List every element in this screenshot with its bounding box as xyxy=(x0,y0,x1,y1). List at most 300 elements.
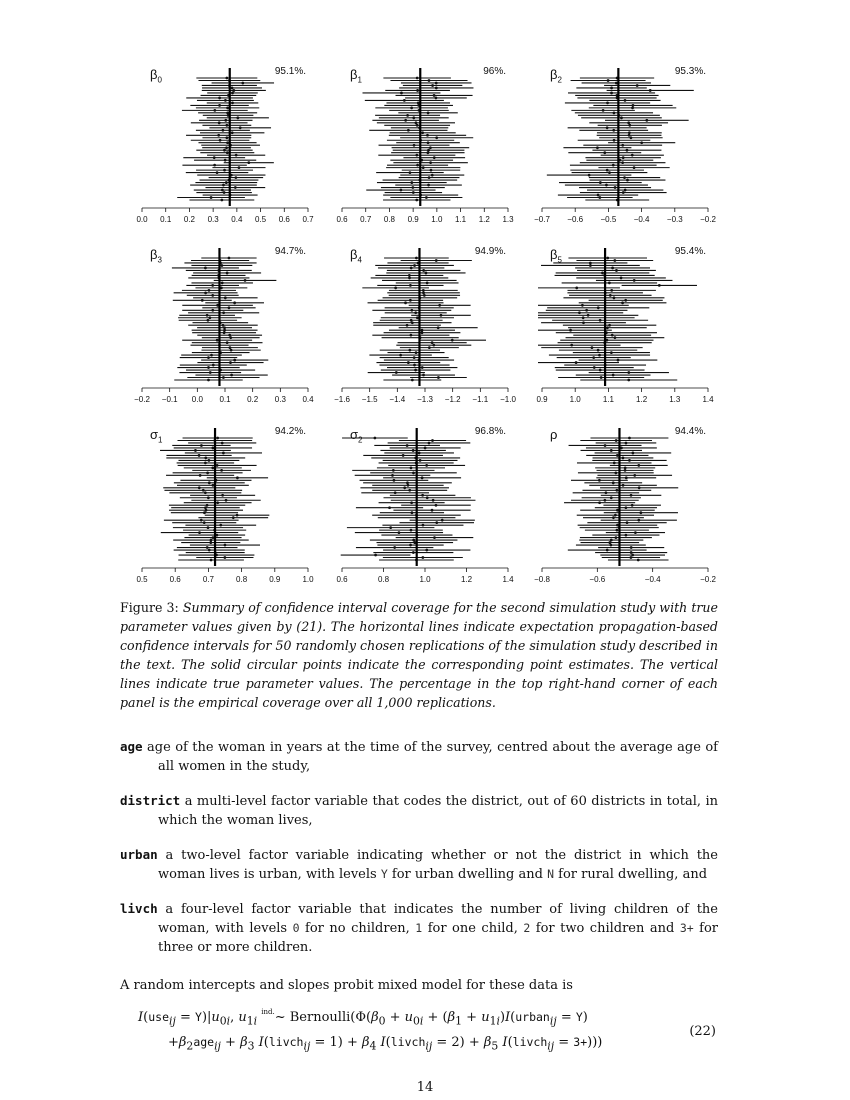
point-estimate xyxy=(211,284,214,287)
tick-label: 0.4 xyxy=(231,215,243,224)
point-estimate xyxy=(612,374,615,377)
point-estimate xyxy=(208,289,211,292)
variable-description: for three or more children. xyxy=(158,921,719,955)
point-estimate xyxy=(598,196,601,199)
point-estimate xyxy=(610,92,613,95)
point-estimate xyxy=(244,279,247,282)
point-estimate xyxy=(415,257,418,260)
tick-label: 0.7 xyxy=(302,215,314,224)
point-estimate xyxy=(222,184,225,187)
point-estimate xyxy=(226,141,229,144)
point-estimate xyxy=(427,184,430,187)
point-estimate xyxy=(599,181,602,184)
variable-description: a two-level factor variable indicating whether or not the district in which the woman lives is urban, with levels xyxy=(158,848,718,882)
point-estimate xyxy=(203,511,206,514)
point-estimate xyxy=(627,121,630,124)
point-estimate xyxy=(412,449,415,452)
point-estimate xyxy=(621,301,624,304)
tick-label: −1.0 xyxy=(500,395,516,404)
point-estimate xyxy=(223,331,226,334)
level-code: 0 xyxy=(292,921,300,935)
point-estimate xyxy=(658,284,661,287)
point-estimate xyxy=(599,319,602,322)
point-estimate xyxy=(207,526,210,529)
tick-label: 0.0 xyxy=(191,395,203,404)
point-estimate xyxy=(637,559,640,562)
point-estimate xyxy=(238,166,241,169)
variable-description: a four-level factor variable that indicates the number of living children of the woman, with levels xyxy=(158,902,718,936)
coverage-percent: 94.4%. xyxy=(674,426,706,437)
point-estimate xyxy=(600,376,603,379)
point-estimate xyxy=(578,311,581,314)
point-estimate xyxy=(433,156,436,159)
level-code: 1 xyxy=(415,921,423,935)
panel-label: ρ xyxy=(550,427,558,442)
point-estimate xyxy=(416,316,419,319)
point-estimate xyxy=(225,146,228,149)
point-estimate xyxy=(587,314,590,317)
point-estimate xyxy=(202,489,205,492)
tick-label: 0.4 xyxy=(302,395,314,404)
point-estimate xyxy=(241,82,244,85)
point-estimate xyxy=(610,539,613,542)
point-estimate xyxy=(631,452,634,455)
point-estimate xyxy=(218,121,221,124)
point-estimate xyxy=(219,139,222,142)
point-estimate xyxy=(431,174,434,177)
tick-label: −0.7 xyxy=(534,215,550,224)
tick-label: 1.0 xyxy=(302,575,314,584)
point-estimate xyxy=(645,119,648,122)
point-estimate xyxy=(426,151,429,154)
point-estimate xyxy=(210,559,213,562)
panel-label: $\beta_3$ xyxy=(150,247,162,265)
point-estimate xyxy=(631,154,634,157)
tick-label: 0.8 xyxy=(377,575,390,584)
point-estimate xyxy=(413,364,416,367)
point-estimate xyxy=(626,521,629,524)
point-estimate xyxy=(228,334,231,337)
point-estimate xyxy=(418,452,421,455)
point-estimate xyxy=(575,361,578,364)
list-item-district xyxy=(120,791,718,830)
point-estimate xyxy=(630,136,633,139)
figure-3 xyxy=(120,50,720,590)
point-estimate xyxy=(426,134,429,137)
point-estimate xyxy=(225,77,228,80)
list-item-livch xyxy=(120,899,718,957)
tick-label: 1.0 xyxy=(419,575,431,584)
point-estimate xyxy=(598,354,601,357)
point-estimate xyxy=(610,449,613,452)
point-estimate xyxy=(226,341,229,344)
point-estimate xyxy=(231,92,234,95)
point-estimate xyxy=(435,87,438,90)
point-estimate xyxy=(431,509,434,512)
coverage-percent: 94.2%. xyxy=(274,426,306,437)
point-estimate xyxy=(429,161,432,164)
point-estimate xyxy=(228,257,231,260)
point-estimate xyxy=(403,486,406,489)
point-estimate xyxy=(230,349,233,352)
point-estimate xyxy=(597,306,600,309)
point-estimate xyxy=(216,437,219,440)
point-estimate xyxy=(198,454,201,457)
point-estimate xyxy=(616,529,619,532)
point-estimate xyxy=(422,524,425,527)
point-estimate xyxy=(220,264,223,267)
point-estimate xyxy=(411,186,414,189)
point-estimate xyxy=(612,516,615,519)
point-estimate xyxy=(633,279,636,282)
point-estimate xyxy=(223,149,226,152)
point-estimate xyxy=(435,97,438,100)
point-estimate xyxy=(400,92,403,95)
point-estimate xyxy=(598,479,601,482)
point-estimate xyxy=(233,301,236,304)
point-estimate xyxy=(630,551,633,554)
point-estimate xyxy=(603,499,606,502)
point-estimate xyxy=(428,176,431,179)
point-estimate xyxy=(200,519,203,522)
point-estimate xyxy=(609,544,612,547)
point-estimate xyxy=(631,106,634,109)
equation-22 xyxy=(138,1010,728,1070)
equation-number: (22) xyxy=(689,1024,716,1039)
point-estimate xyxy=(630,494,633,497)
point-estimate xyxy=(617,359,620,362)
point-estimate xyxy=(395,371,398,374)
tick-label: −1.2 xyxy=(444,395,461,404)
coverage-percent: 95.4%. xyxy=(674,246,706,257)
tick-label: 1.2 xyxy=(478,215,490,224)
tick-label: 1.4 xyxy=(702,395,714,404)
point-estimate xyxy=(410,309,413,312)
variable-list xyxy=(120,737,718,972)
tick-label: 1.3 xyxy=(502,215,514,224)
point-estimate xyxy=(391,474,394,477)
point-estimate xyxy=(610,87,613,90)
point-estimate xyxy=(394,286,397,289)
point-estimate xyxy=(236,514,239,517)
point-estimate xyxy=(224,296,227,299)
point-estimate xyxy=(222,324,225,327)
point-estimate xyxy=(615,536,618,539)
panel-beta4 xyxy=(320,230,520,410)
list-item-urban xyxy=(120,845,718,884)
point-estimate xyxy=(603,151,606,154)
tick-label: 0.6 xyxy=(336,215,348,224)
point-estimate xyxy=(422,269,425,272)
point-estimate xyxy=(413,264,416,267)
point-estimate xyxy=(605,491,608,494)
point-estimate xyxy=(211,294,214,297)
point-estimate xyxy=(226,272,229,275)
point-estimate xyxy=(606,326,609,329)
panel-label: $\beta_1$ xyxy=(350,67,362,85)
point-estimate xyxy=(225,181,228,184)
point-estimate xyxy=(431,84,434,87)
point-estimate xyxy=(614,471,617,474)
point-estimate xyxy=(421,331,424,334)
point-estimate xyxy=(435,504,438,507)
point-estimate xyxy=(612,481,615,484)
tick-label: 0.5 xyxy=(136,575,148,584)
point-estimate xyxy=(451,339,454,342)
point-estimate xyxy=(409,334,412,337)
point-estimate xyxy=(611,267,614,270)
point-estimate xyxy=(235,154,238,157)
point-estimate xyxy=(424,447,427,450)
point-estimate xyxy=(389,526,392,529)
point-estimate xyxy=(403,99,406,102)
point-estimate xyxy=(393,479,396,482)
point-estimate xyxy=(208,459,211,462)
point-estimate xyxy=(203,521,206,524)
point-estimate xyxy=(229,361,232,364)
point-estimate xyxy=(408,277,411,280)
level-code: Y xyxy=(380,867,388,881)
variable-description: a multi-level factor variable that codes the district, out of 60 districts in total, in which the woman lives, xyxy=(158,794,718,828)
point-estimate xyxy=(640,141,643,144)
point-estimate xyxy=(633,474,636,477)
point-estimate xyxy=(622,156,625,159)
point-estimate xyxy=(204,461,207,464)
ind-label: ind. xyxy=(261,1008,275,1016)
variable-name: livch xyxy=(120,901,158,916)
point-estimate xyxy=(596,146,599,149)
tick-label: 0.0 xyxy=(136,215,148,224)
tick-label: −1.6 xyxy=(334,395,350,404)
model-intro-text: A random intercepts and slopes probit mixed model for these data is xyxy=(120,978,573,993)
point-estimate xyxy=(421,131,424,134)
point-estimate xyxy=(625,476,628,479)
point-estimate xyxy=(410,501,413,504)
point-estimate xyxy=(616,454,619,457)
point-estimate xyxy=(628,124,631,127)
point-estimate xyxy=(428,442,431,445)
point-estimate xyxy=(649,89,652,92)
point-estimate xyxy=(407,129,410,132)
point-estimate xyxy=(230,374,233,377)
point-estimate xyxy=(432,499,435,502)
coverage-percent: 95.1%. xyxy=(274,66,306,77)
variable-name: urban xyxy=(120,847,158,862)
point-estimate xyxy=(622,484,625,487)
point-estimate xyxy=(407,361,410,364)
point-estimate xyxy=(427,149,430,152)
point-estimate xyxy=(591,346,594,349)
point-estimate xyxy=(406,324,409,327)
point-estimate xyxy=(204,491,207,494)
point-estimate xyxy=(223,191,226,194)
point-estimate xyxy=(412,539,415,542)
variable-description: for two children and xyxy=(535,921,675,936)
point-estimate xyxy=(216,501,219,504)
point-estimate xyxy=(411,379,414,382)
point-estimate xyxy=(613,139,616,142)
variable-name: district xyxy=(120,793,181,808)
point-estimate xyxy=(421,494,424,497)
list-item-age xyxy=(120,737,718,776)
tick-label: −0.2 xyxy=(700,215,716,224)
panel-rho xyxy=(520,410,720,590)
point-estimate xyxy=(414,369,417,372)
point-estimate xyxy=(416,77,419,80)
point-estimate xyxy=(222,452,225,455)
tick-label: 1.1 xyxy=(602,395,614,404)
point-estimate xyxy=(628,437,631,440)
tick-label: 1.4 xyxy=(502,575,514,584)
point-estimate xyxy=(612,129,615,132)
point-estimate xyxy=(210,354,213,357)
point-estimate xyxy=(421,476,424,479)
point-estimate xyxy=(606,169,609,172)
point-estimate xyxy=(412,191,415,194)
point-estimate xyxy=(624,99,627,102)
coverage-percent: 94.9%. xyxy=(474,246,506,257)
point-estimate xyxy=(423,294,426,297)
point-estimate xyxy=(621,144,624,147)
point-estimate xyxy=(408,489,411,492)
point-estimate xyxy=(601,272,604,275)
point-estimate xyxy=(585,309,588,312)
tick-label: 0.8 xyxy=(383,215,395,224)
point-estimate xyxy=(225,136,228,139)
tick-label: 0.6 xyxy=(169,575,181,584)
point-estimate xyxy=(422,289,425,292)
point-estimate xyxy=(212,364,215,367)
point-estimate xyxy=(217,134,220,137)
tick-label: 1.2 xyxy=(460,575,473,584)
point-estimate xyxy=(220,199,223,202)
tick-label: −1.4 xyxy=(389,395,406,404)
point-estimate xyxy=(219,524,222,527)
point-estimate xyxy=(426,496,429,499)
point-estimate xyxy=(413,356,416,359)
tick-label: 0.8 xyxy=(236,575,248,584)
point-estimate xyxy=(615,489,618,492)
panel-beta0 xyxy=(120,50,320,230)
point-estimate xyxy=(411,511,414,514)
point-estimate xyxy=(211,466,214,469)
tick-label: −0.5 xyxy=(600,215,617,224)
point-estimate xyxy=(234,176,237,179)
point-estimate xyxy=(225,124,228,127)
point-estimate xyxy=(633,166,636,169)
point-estimate xyxy=(588,174,591,177)
level-code: 2 xyxy=(523,921,531,935)
point-estimate xyxy=(608,541,611,544)
point-estimate xyxy=(221,494,224,497)
point-estimate xyxy=(209,371,212,374)
point-estimate xyxy=(421,366,424,369)
point-estimate xyxy=(406,114,409,117)
tick-label: 1.1 xyxy=(455,215,467,224)
point-estimate xyxy=(613,296,616,299)
point-estimate xyxy=(223,169,226,172)
point-estimate xyxy=(607,79,610,82)
point-estimate xyxy=(218,97,221,100)
point-estimate xyxy=(604,444,607,447)
point-estimate xyxy=(398,531,401,534)
point-estimate xyxy=(425,196,428,199)
point-estimate xyxy=(407,484,410,487)
tick-label: 0.6 xyxy=(278,215,290,224)
point-estimate xyxy=(440,314,443,317)
point-estimate xyxy=(415,121,418,124)
point-estimate xyxy=(631,504,634,507)
point-estimate xyxy=(626,149,629,152)
distribution-name: Bernoulli xyxy=(289,1010,351,1025)
point-estimate xyxy=(630,546,633,549)
tick-label: −0.1 xyxy=(161,395,178,404)
point-estimate xyxy=(231,131,234,134)
point-estimate xyxy=(593,366,596,369)
point-estimate xyxy=(613,259,616,262)
point-estimate xyxy=(597,349,600,352)
coverage-percent: 95.3%. xyxy=(674,66,706,77)
point-estimate xyxy=(626,179,629,182)
point-estimate xyxy=(634,531,637,534)
tick-label: 0.3 xyxy=(274,395,286,404)
point-estimate xyxy=(429,146,432,149)
point-estimate xyxy=(247,161,250,164)
point-estimate xyxy=(194,449,197,452)
point-estimate xyxy=(226,151,229,154)
tick-label: −0.4 xyxy=(644,575,661,584)
point-estimate xyxy=(406,481,409,484)
point-estimate xyxy=(620,116,623,119)
variable-description: age of the woman in years at the time of the survey, centred about the average age of all women in the study, xyxy=(147,740,718,774)
point-estimate xyxy=(399,354,402,357)
point-estimate xyxy=(394,491,397,494)
tick-label: 0.2 xyxy=(183,215,195,224)
point-estimate xyxy=(637,519,640,522)
point-estimate xyxy=(428,79,431,82)
point-estimate xyxy=(408,274,411,277)
point-estimate xyxy=(614,514,617,517)
point-estimate xyxy=(410,466,413,469)
point-estimate xyxy=(224,159,227,162)
tick-label: −1.1 xyxy=(472,395,489,404)
equation-line-1: $I(use_{ij} = Y)|u_{0i}$, $u_{1i}$ $^{ind.}$~ $Bernoulli(\Phi(\beta_0 + u_{0i} + (\beta_1$ + $u_{1i})I(urban_{ij} = Y)$ xyxy=(138,1008,588,1028)
caption-label: Figure 3: xyxy=(120,600,179,615)
point-estimate xyxy=(582,316,585,319)
tick-label: 0.9 xyxy=(407,215,419,224)
point-estimate xyxy=(232,516,235,519)
point-estimate xyxy=(216,339,219,342)
point-estimate xyxy=(236,116,239,119)
variable-description: for rural dwelling, and xyxy=(558,867,708,882)
point-estimate xyxy=(427,111,430,114)
point-estimate xyxy=(225,499,228,502)
panel-label: $\beta_4$ xyxy=(350,247,362,265)
point-estimate xyxy=(388,506,391,509)
point-estimate xyxy=(413,144,416,147)
point-estimate xyxy=(421,329,424,332)
point-estimate xyxy=(221,281,224,284)
tick-label: 0.1 xyxy=(160,215,172,224)
point-estimate xyxy=(630,556,633,559)
point-estimate xyxy=(441,519,444,522)
point-estimate xyxy=(422,166,425,169)
point-estimate xyxy=(435,259,438,262)
point-estimate xyxy=(414,311,417,314)
point-estimate xyxy=(218,104,221,107)
point-estimate xyxy=(200,444,203,447)
point-estimate xyxy=(628,459,631,462)
